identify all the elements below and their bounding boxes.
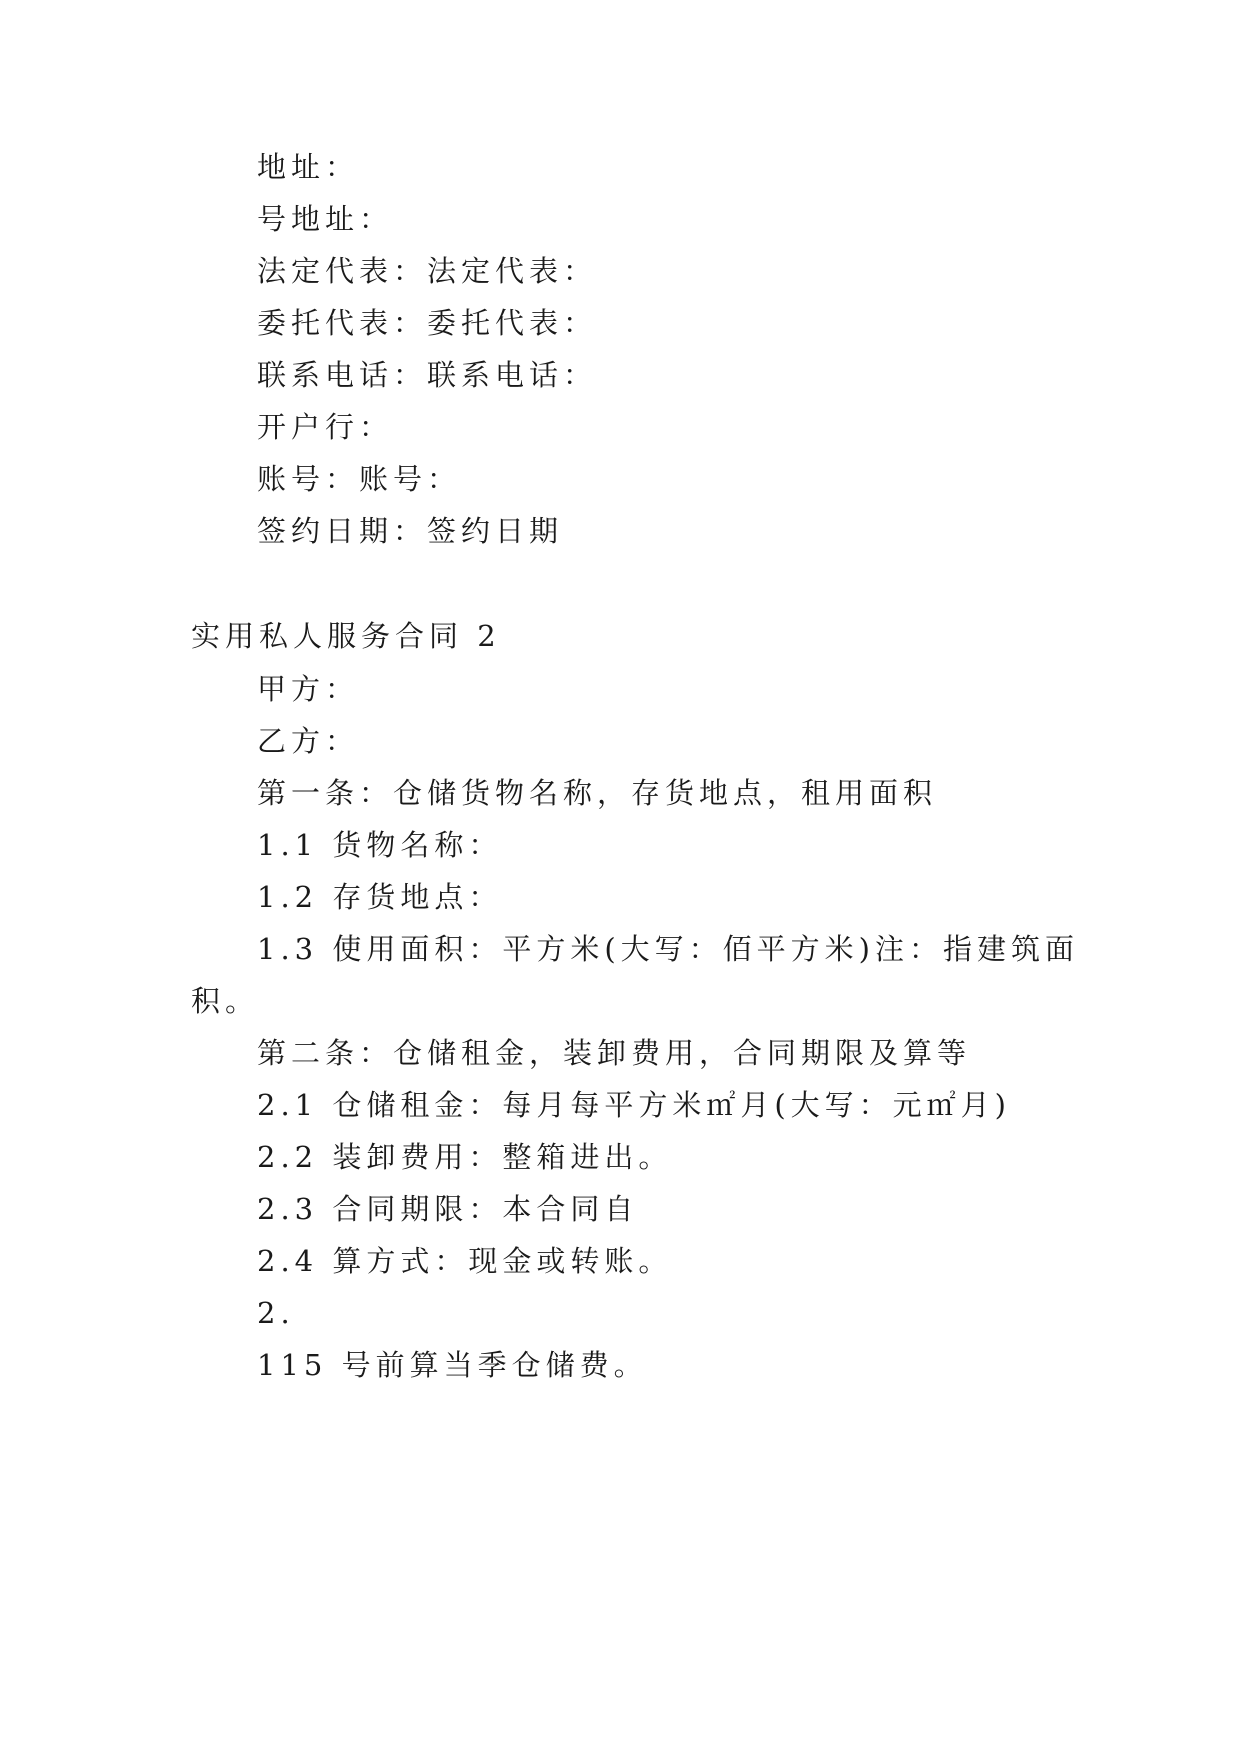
- clause-2-5-continued: 115 号前算当季仓储费。: [257, 1348, 648, 1382]
- article-1-heading: 第一条：仓储货物名称，存货地点，租用面积: [257, 776, 938, 810]
- contact-phone-line: 联系电话：联系电话：: [257, 358, 598, 392]
- authorized-representative-line: 委托代表：委托代表：: [257, 306, 598, 340]
- clause-1-1: 1.1 货物名称：: [257, 828, 503, 862]
- clause-1-3-continued: 积。: [191, 984, 260, 1018]
- clause-1-2: 1.2 存货地点：: [257, 880, 503, 914]
- clause-2-4: 2.4 算方式：现金或转账。: [257, 1244, 673, 1278]
- clause-2-5: 2.: [257, 1296, 295, 1330]
- legal-representative-line: 法定代表：法定代表：: [257, 254, 598, 288]
- contract-title: 实用私人服务合同 2: [191, 619, 501, 653]
- signing-date-line: 签约日期：签约日期: [257, 514, 564, 548]
- party-b-line: 乙方：: [257, 724, 360, 758]
- number-address-line: 号地址：: [257, 202, 394, 236]
- clause-2-2: 2.2 装卸费用：整箱进出。: [257, 1140, 673, 1174]
- party-a-line: 甲方：: [257, 672, 360, 706]
- address-line: 地址：: [257, 150, 360, 184]
- account-number-line: 账号：账号：: [257, 462, 462, 496]
- article-2-heading: 第二条：仓储租金，装卸费用，合同期限及算等: [257, 1036, 972, 1070]
- clause-1-3: 1.3 使用面积：平方米(大写：佰平方米)注：指建筑面: [257, 932, 1079, 966]
- clause-2-3: 2.3 合同期限：本合同自: [257, 1192, 639, 1226]
- bank-line: 开户行：: [257, 410, 394, 444]
- clause-2-1: 2.1 仓储租金：每月每平方米㎡月(大写：元㎡月): [257, 1088, 1011, 1122]
